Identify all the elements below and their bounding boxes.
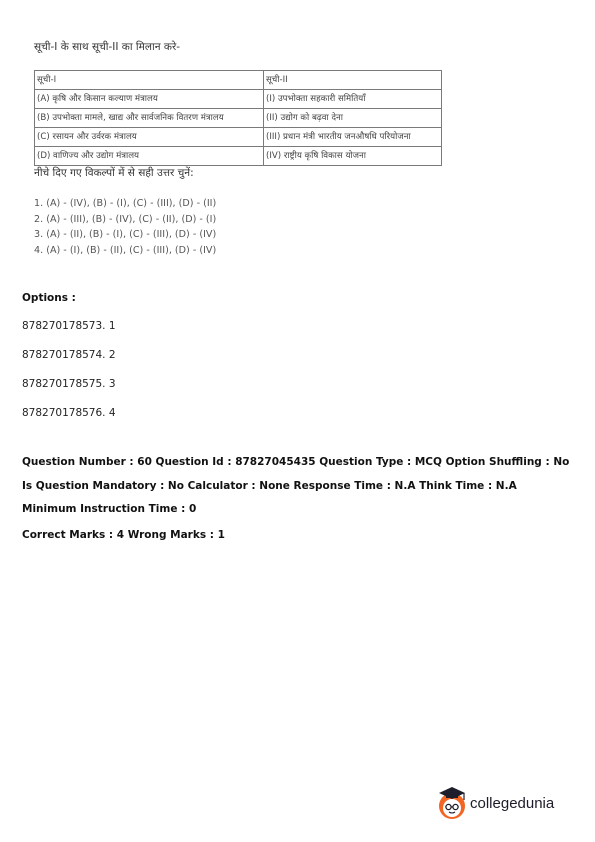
table-row [35, 147, 442, 166]
table-cell: (A) कृषि और किसान कल्याण मंत्रालय [35, 90, 264, 109]
question-title: सूची-I के साथ सूची-II का मिलान करे- [34, 41, 181, 53]
question-meta-line: Question Number : 60 Question Id : 87827045435 Question Type : MCQ Option Shuffling : No [22, 456, 570, 468]
table-header-row [35, 71, 442, 90]
logo-text: collegedunia [470, 795, 555, 812]
table-header-list2: सूची-II [264, 71, 442, 90]
choice-item: 4. (A) - (I), (B) - (II), (C) - (III), (D) - (IV) [34, 244, 217, 256]
table-cell: (III) प्रधान मंत्री भारतीय जनऔषधि परियोजना [264, 128, 442, 147]
table-row [35, 128, 442, 147]
match-table [34, 70, 442, 166]
option-item: 878270178576. 4 [22, 407, 116, 419]
option-item: 878270178573. 1 [22, 320, 116, 332]
table-row [35, 109, 442, 128]
table-cell: (D) वाणिज्य और उद्योग मंत्रालय [35, 147, 264, 166]
question-meta-line: Is Question Mandatory : No Calculator : None Response Time : N.A Think Time : N.A [22, 480, 517, 492]
question-meta-line: Minimum Instruction Time : 0 [22, 503, 197, 515]
table-cell: (I) उपभोक्ता सहकारी समितियाँ [264, 90, 442, 109]
table-cell: (IV) राष्ट्रीय कृषि विकास योजना [264, 147, 442, 166]
answer-choices [34, 196, 216, 258]
table-row [35, 90, 442, 109]
question-meta-line: Correct Marks : 4 Wrong Marks : 1 [22, 529, 225, 541]
table-cell: (C) रसायन और उर्वरक मंत्रालय [35, 128, 264, 147]
table-cell: (B) उपभोक्ता मामले, खाद्य और सार्वजनिक वितरण मंत्रालय [35, 109, 264, 128]
graduate-mascot-icon [435, 784, 471, 826]
table-header-list1: सूची-I [35, 71, 264, 90]
option-item: 878270178575. 3 [22, 378, 116, 390]
table-cell: (II) उद्योग को बढ़वा देना [264, 109, 442, 128]
options-heading: Options : [22, 292, 76, 304]
option-item: 878270178574. 2 [22, 349, 116, 361]
choice-item: 2. (A) - (III), (B) - (IV), (C) - (II), (D) - (I) [34, 213, 217, 225]
choice-item: 1. (A) - (IV), (B) - (I), (C) - (III), (D) - (II) [34, 198, 217, 209]
options-list [22, 320, 116, 436]
choice-item: 3. (A) - (II), (B) - (I), (C) - (III), (D) - (IV) [34, 229, 217, 240]
question-instruction: नीचे दिए गए विकल्पों में से सही उत्तर चुनें: [34, 167, 194, 179]
